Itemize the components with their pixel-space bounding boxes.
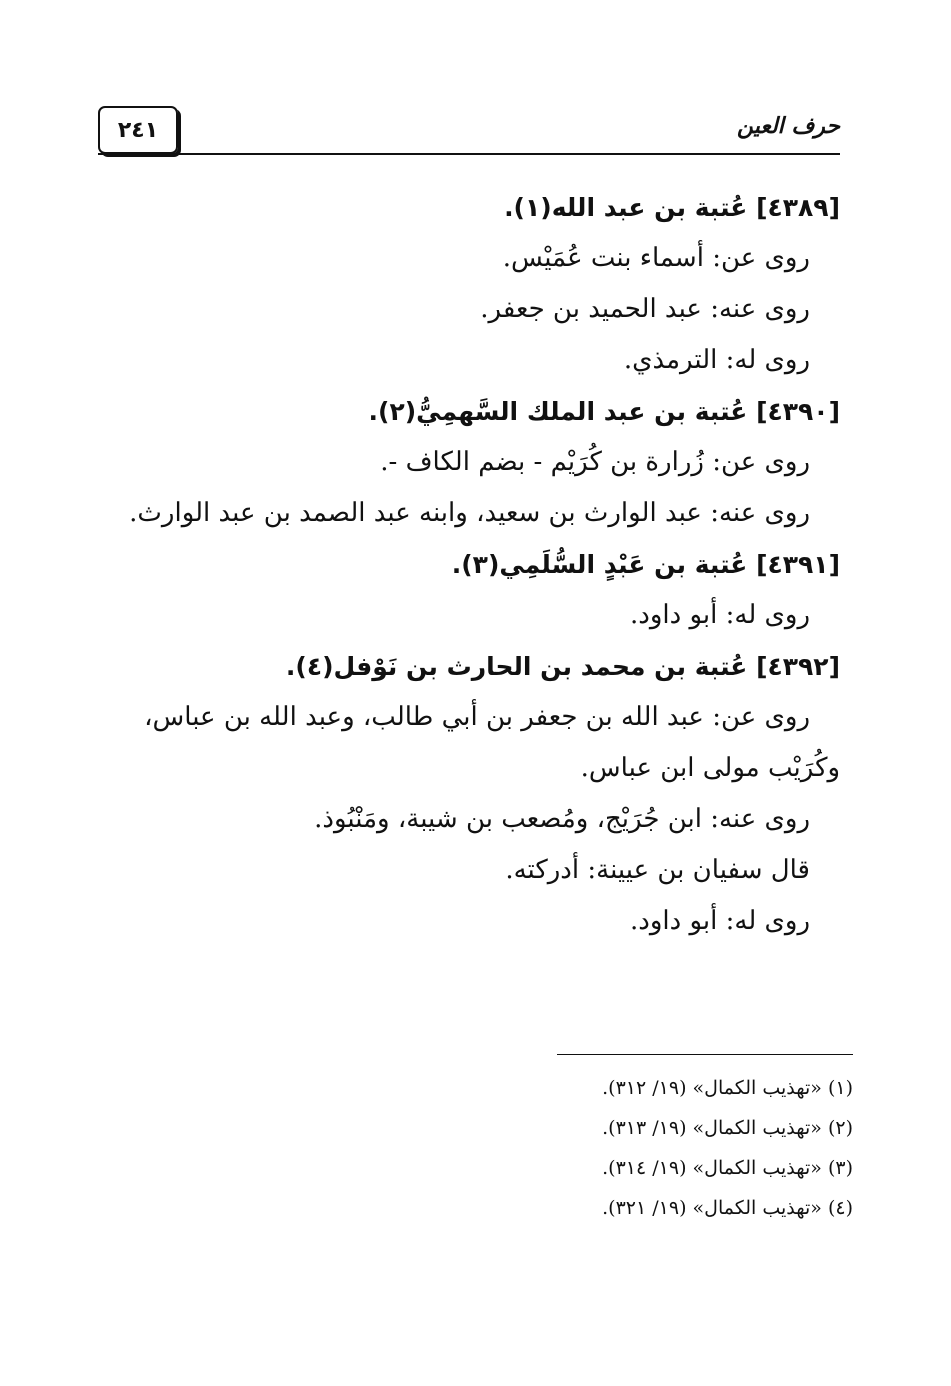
page-number: ٢٤١ xyxy=(98,106,178,154)
chapter-title: حرف العين xyxy=(736,114,840,139)
footnote-divider xyxy=(557,1054,853,1055)
page-header xyxy=(98,100,840,158)
text-line: روى له: أبو داود. xyxy=(630,600,810,630)
text-line: روى عن: زُرارة بن كُرَيْم - بضم الكاف -. xyxy=(380,447,810,477)
text-line: روى عن: أسماء بنت عُمَيْس. xyxy=(502,243,810,273)
footnote: (١) «تهذيب الكمال» (١٩/ ٣١٢). xyxy=(602,1077,853,1099)
text-line: روى له: أبو داود. xyxy=(630,906,810,936)
text-line: روى له: الترمذي. xyxy=(623,345,810,375)
entry-heading: [٤٣٨٩] عُتبة بن عبد الله(١). xyxy=(504,193,840,222)
text-line: روى عنه: عبد الوارث بن سعيد، وابنه عبد الصمد بن عبد الوارث. xyxy=(129,498,810,528)
text-line: قال سفيان بن عيينة: أدركته. xyxy=(505,855,810,885)
entry-heading: [٤٣٩١] عُتبة بن عَبْدٍ السُّلَمِي(٣). xyxy=(451,550,840,579)
main-text xyxy=(100,182,840,947)
text-line: وكُرَيْب مولى ابن عباس. xyxy=(580,753,840,783)
footnote: (٤) «تهذيب الكمال» (١٩/ ٣٢١). xyxy=(602,1197,853,1219)
entry-heading: [٤٣٩٢] عُتبة بن محمد بن الحارث بن نَوْفل(٤). xyxy=(285,652,840,681)
text-line: روى عن: عبد الله بن جعفر بن أبي طالب، وعبد الله بن عباس، xyxy=(144,702,810,732)
footnote: (٣) «تهذيب الكمال» (١٩/ ٣١٤). xyxy=(602,1157,853,1179)
text-line: روى عنه: عبد الحميد بن جعفر. xyxy=(480,294,810,324)
header-divider xyxy=(98,153,840,155)
entry-heading: [٤٣٩٠] عُتبة بن عبد الملك السَّهمِيُّ(٢). xyxy=(368,397,840,426)
footnotes xyxy=(400,1068,853,1228)
footnote: (٢) «تهذيب الكمال» (١٩/ ٣١٣). xyxy=(602,1117,853,1139)
text-line: روى عنه: ابن جُرَيْج، ومُصعب بن شيبة، ومَنْبُوذ. xyxy=(314,804,810,834)
